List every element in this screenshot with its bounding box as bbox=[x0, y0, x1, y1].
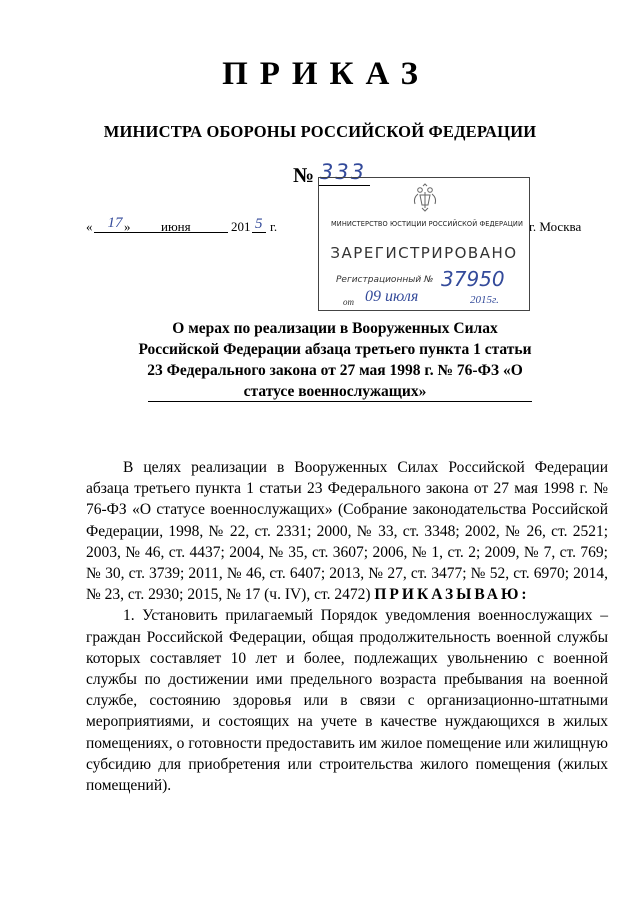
stamp-year: 2015г. bbox=[470, 294, 499, 306]
issuer: МИНИСТРА ОБОРОНЫ РОССИЙСКОЙ ФЕДЕРАЦИИ bbox=[103, 122, 537, 141]
date-year-underline bbox=[252, 232, 266, 233]
order-heading: О мерах по реализации в Вооруженных Силах Российской Федерации абзаца третьего пункта 1 статьи 23 Федерального закона от 27 мая 1998 г. № 76-ФЗ «О статусе военнослужащих» bbox=[138, 320, 532, 400]
stamp-ministry: МИНИСТЕРСТВО ЮСТИЦИИ РОССИЙСКОЙ ФЕДЕРАЦИИ bbox=[331, 220, 523, 228]
stamp-date: 09 июля bbox=[365, 288, 419, 305]
order-number: 333 bbox=[320, 160, 367, 184]
clause-1-paragraph: 1. Установить прилагаемый Порядок уведомления военнослужащих – граждан Российской Федерации, общая продолжительность военной службы которых составляет 10 лет и более, подлежащих увольнению с военной службы по достижении ими предельного возраста пребывания на военной службе, состоянию здоровья или в связи с организационно-штатными мероприятиями, и состоящих на учете в качестве нуждающихся в жилых помещениях, о готовности предоставить им жилое помещение или жилищную субсидию для приобретения или строительства жилого помещения (жилых помещений). bbox=[86, 607, 608, 795]
date-day: 17 bbox=[107, 215, 123, 231]
stamp-date-prefix: от bbox=[343, 297, 354, 307]
stamp-reg-number-label: Регистрационный № bbox=[336, 275, 434, 285]
order-body bbox=[86, 457, 608, 796]
document-title: ПРИКАЗ bbox=[222, 56, 430, 92]
date-year-suffix: г. bbox=[270, 219, 278, 234]
date-close-quote: » bbox=[124, 219, 131, 234]
date-year-digit: 5 bbox=[255, 216, 263, 232]
heading-underline bbox=[148, 401, 532, 402]
preamble-text: В целях реализации в Вооруженных Силах Российской Федерации абзаца третьего пункта 1 статьи 23 Федерального закона от 27 мая 1998 г. № 76-ФЗ «О статусе военнослужащих» (Собрание законодательства Российской Федерации, 1998, № 22, ст. 2331; 2000, № 33, ст. 3348; 2002, № 26, ст. 2521; 2003, № 46, ст. 4437; 2004, № 35, ст. 3607; 2006, № 1, ст. 2; 2009, № 7, ст. 769; № 30, ст. 3739; 2011, № 46, ст. 6407; 2013, № 27, ст. 3477; № 52, ст. 6970; 2014, № 23, ст. 2930; 2015, № 17 (ч. IV), ст. 2472) bbox=[86, 459, 608, 604]
date-month-underline bbox=[132, 232, 228, 233]
date-month: июня bbox=[161, 219, 191, 234]
stamp-registered: ЗАРЕГИСТРИРОВАНО bbox=[330, 244, 518, 262]
command-word: ПРИКАЗЫВАЮ: bbox=[374, 586, 530, 604]
city: г. Москва bbox=[529, 219, 582, 234]
double-headed-eagle-icon bbox=[410, 183, 440, 213]
number-sign: № bbox=[293, 163, 315, 187]
date-year-prefix: 201 bbox=[231, 219, 251, 234]
preamble-paragraph bbox=[86, 457, 608, 605]
date-open-quote: « bbox=[86, 219, 93, 234]
stamp-reg-number: 37950 bbox=[441, 267, 505, 291]
